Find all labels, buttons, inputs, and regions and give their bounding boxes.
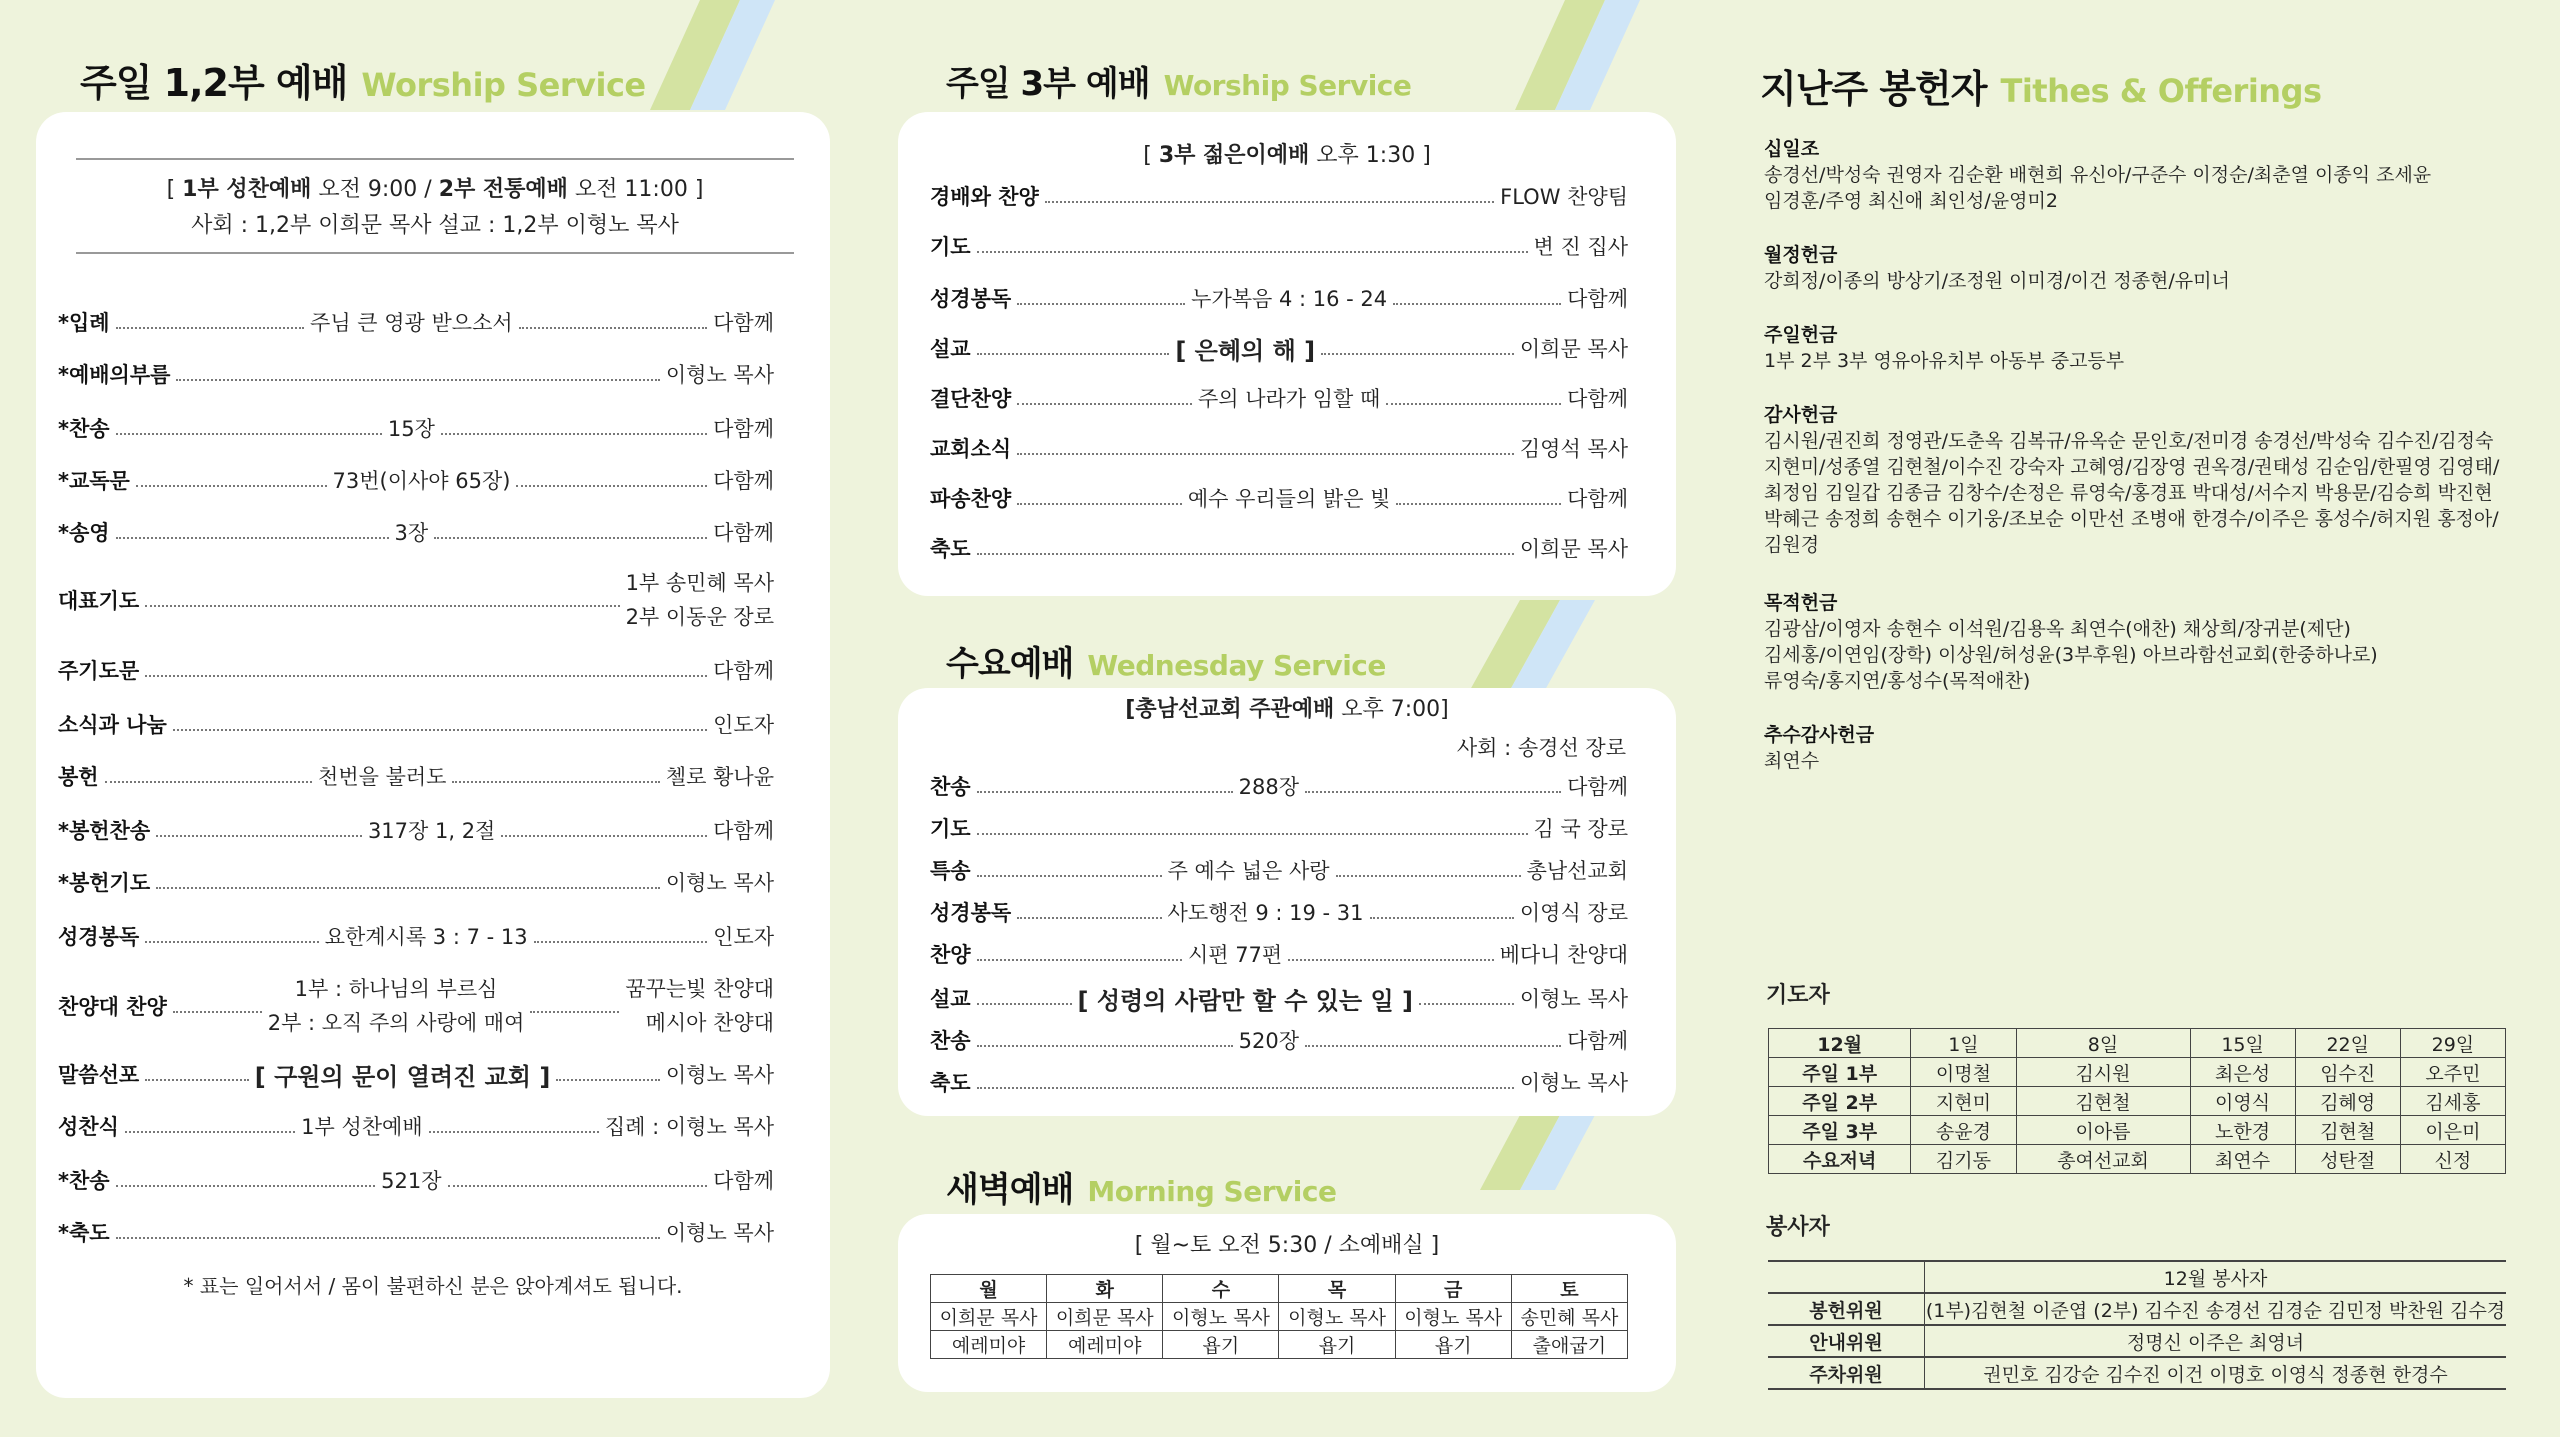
service-row: [930, 530, 1628, 566]
dot-leader: [116, 327, 304, 329]
panel3-title-ko: 수요예배: [946, 644, 1074, 684]
dot-leader: [145, 1079, 249, 1081]
prayer-name-cell: 이아름: [2016, 1116, 2190, 1145]
row-right-line: 메시아 찬양대: [645, 1011, 775, 1035]
dot-leader: [173, 729, 707, 731]
service-row: [930, 480, 1628, 516]
prayer-name-cell: 송윤경: [1911, 1116, 2016, 1145]
dot-leader: [977, 553, 1514, 555]
day-cell: 수: [1163, 1275, 1279, 1303]
service-volunteer-row: [1768, 1357, 2506, 1389]
row-middle: 누가복음 4 : 16 - 24: [1191, 287, 1388, 311]
prayer-name-cell: 노한경: [2190, 1116, 2295, 1145]
prayer-header-cell: 29일: [2400, 1029, 2505, 1058]
row-right: [625, 972, 774, 1040]
dot-leader: [530, 1011, 619, 1013]
row-right: 이형노 목사: [665, 871, 774, 895]
prayer-name-cell: 김기동: [1911, 1145, 2016, 1174]
panel3-presider: 사회 : 송경선 장로: [1456, 736, 1626, 760]
dot-leader: [441, 433, 707, 435]
prayer-table: [1768, 1028, 2506, 1174]
service-row: [930, 980, 1628, 1016]
prayer-service-cell: 수요저녁: [1769, 1145, 1911, 1174]
row-right-line: 1부 송민혜 목사: [625, 571, 774, 595]
offering-group: [1764, 590, 2524, 694]
prayer-name-cell: 임수진: [2295, 1058, 2400, 1087]
row-middle: 주의 나라가 임할 때: [1197, 387, 1381, 411]
dot-leader: [116, 1185, 376, 1187]
prayer-row: [1769, 1145, 2506, 1174]
offering-group: [1764, 322, 2524, 374]
prayer-name-cell: 신정: [2400, 1145, 2505, 1174]
row-right: 이형노 목사: [665, 1063, 775, 1087]
row-right: 다함께: [1567, 775, 1628, 799]
service-row: [58, 462, 774, 498]
offering-heading: 주일헌금: [1764, 324, 1838, 346]
prayer-name-cell: 김혜영: [2295, 1087, 2400, 1116]
preacher-cell: 송민혜 목사: [1511, 1303, 1627, 1331]
dot-leader: [429, 1131, 599, 1133]
prayer-name-cell: 김시원: [2016, 1058, 2190, 1087]
prayer-service-cell: 주일 1부: [1769, 1058, 1911, 1087]
dot-leader: [1419, 1003, 1514, 1005]
service-row: [930, 894, 1628, 930]
service-row: [58, 918, 774, 954]
preacher-cell: 이형노 목사: [1395, 1303, 1511, 1331]
panel4-header: [ 월~토 오전 5:30 / 소예배실 ]: [1134, 1233, 1440, 1258]
panel1-footnote: * 표는 일어서서 / 몸이 불편하신 분은 앉아계셔도 됩니다.: [183, 1274, 683, 1298]
service-row: [930, 178, 1628, 214]
row-label: 경배와 찬양: [930, 185, 1039, 209]
offering-group: [1764, 722, 2524, 774]
row-right: 다함께: [713, 659, 774, 683]
service-row: [58, 812, 774, 848]
offering-line: 김광삼/이영자 송현수 이석원/김용옥 최연수(애찬) 채상희/장귀분(제단): [1764, 618, 2351, 640]
row-right: 이영식 장로: [1519, 901, 1628, 925]
row-label: *봉헌기도: [58, 871, 151, 895]
offering-heading: 월정헌금: [1764, 244, 1838, 266]
prayer-header-cell: 15일: [2190, 1029, 2295, 1058]
service-row: [58, 977, 775, 1035]
row-middle: 시편 77편: [1187, 943, 1283, 967]
dot-leader: [1370, 917, 1514, 919]
row-right: 이형노 목사: [1519, 1071, 1628, 1095]
panel2-header: [ 3부 젊은이예배 오후 1:30 ]: [1143, 143, 1431, 168]
scripture-cell: 출애굽기: [1511, 1331, 1627, 1359]
prayer-name-cell: 이영식: [2190, 1087, 2295, 1116]
row-label: 기도: [930, 817, 971, 841]
offering-line: 최정임 김일갑 김종금 김창수/손정은 류영숙/홍경표 박대성/서수지 박용문/김승희 박진현: [1764, 482, 2493, 504]
row-right: 총남선교회: [1526, 859, 1629, 883]
preacher-cell: 이희문 목사: [931, 1303, 1047, 1331]
service-row: [58, 1108, 774, 1144]
service-row: [930, 936, 1628, 972]
service-row: [58, 356, 774, 392]
row-right: 베다니 찬양대: [1499, 943, 1628, 967]
offering-line: 김세홍/이연임(장학) 이상원/허성윤(3부후원) 아브라함선교회(한중하나로): [1764, 644, 2378, 666]
dot-leader: [156, 887, 660, 889]
offering-group: [1764, 242, 2524, 294]
row-label: 성경봉독: [930, 901, 1012, 925]
row-right: 다함께: [713, 819, 774, 843]
dot-leader: [534, 941, 708, 943]
row-middle: 1부 성찬예배: [301, 1115, 423, 1139]
service-row: [58, 864, 774, 900]
row-label: 축도: [930, 537, 971, 561]
row-right: 김영석 목사: [1519, 437, 1628, 461]
preacher-cell: 이희문 목사: [1047, 1303, 1163, 1331]
row-right: 이형노 목사: [665, 1221, 774, 1245]
service-row: [930, 430, 1628, 466]
row-right: 다함께: [1567, 287, 1628, 311]
row-label: *송영: [58, 521, 110, 545]
panel1-header-rule-top: [76, 158, 794, 160]
dot-leader: [977, 875, 1162, 877]
row-label: *찬송: [58, 417, 110, 441]
row-label: *축도: [58, 1221, 110, 1245]
prayer-name-cell: 최연수: [2190, 1145, 2295, 1174]
day-cell: 월: [931, 1275, 1047, 1303]
row-label: 성찬식: [58, 1115, 119, 1139]
dot-leader: [1321, 353, 1514, 355]
prayer-row: [1769, 1087, 2506, 1116]
scripture-cell: 예레미야: [931, 1331, 1047, 1359]
service-row: [58, 1214, 774, 1250]
row-middle: 주님 큰 영광 받으소서: [310, 311, 513, 335]
service-row: [930, 852, 1628, 888]
offering-heading: 십일조: [1764, 138, 1820, 160]
panel4-title-en: Morning Service: [1087, 1175, 1337, 1208]
dot-leader: [145, 941, 319, 943]
row-right-line: 꿈꾸는빛 찬양대: [625, 977, 775, 1001]
row-middle: 천번을 불러도: [318, 765, 447, 789]
row-label: 축도: [930, 1071, 971, 1095]
prayer-service-cell: 주일 3부: [1769, 1116, 1911, 1145]
dot-leader: [1017, 403, 1192, 405]
dot-leader: [136, 485, 327, 487]
row-label: 파송찬양: [930, 487, 1012, 511]
row-middle: 3장: [394, 521, 429, 545]
preacher-cell: 이형노 목사: [1163, 1303, 1279, 1331]
dot-leader: [1305, 791, 1561, 793]
row-right: 다함께: [1567, 487, 1628, 511]
panel3-header: [총남선교회 주관예배 오후 7:00]: [1125, 697, 1449, 722]
panel1-header-line1: [ 1부 성찬예배 오전 9:00 / 2부 전통예배 오전 11:00 ]: [166, 177, 704, 202]
offering-group: [1764, 402, 2524, 558]
row-label: *입례: [58, 311, 110, 335]
dot-leader: [519, 327, 707, 329]
dot-leader: [977, 353, 1170, 355]
row-right: 다함께: [713, 521, 775, 545]
service-row: [58, 1056, 774, 1092]
scripture-cell: 욥기: [1395, 1331, 1511, 1359]
day-cell: 목: [1279, 1275, 1395, 1303]
dot-leader: [434, 537, 707, 539]
service-row: [58, 758, 774, 794]
panel2-title: [946, 56, 1411, 105]
row-middle: 주 예수 넓은 사랑: [1167, 859, 1330, 883]
row-right: 집례 : 이형노 목사: [604, 1115, 774, 1139]
offering-group: [1764, 136, 2524, 214]
volunteer-role: 안내위원: [1768, 1325, 1925, 1357]
dot-leader: [116, 537, 389, 539]
volunteer-role: 주차위원: [1768, 1357, 1925, 1389]
row-middle: 520장: [1238, 1029, 1300, 1053]
dot-leader: [145, 675, 707, 677]
row-right: 김 국 장로: [1533, 817, 1628, 841]
service-header: 12월 봉사자: [1925, 1261, 2507, 1293]
dot-leader: [1017, 503, 1182, 505]
dot-leader: [1305, 1045, 1561, 1047]
panel1-header-line2: 사회 : 1,2부 이희문 목사 설교 : 1,2부 이형노 목사: [191, 213, 679, 238]
prayer-row: [1769, 1058, 2506, 1087]
row-label: *찬송: [58, 1169, 110, 1193]
offering-line: 임경훈/주영 최신애 최인성/윤영미2: [1764, 190, 2058, 212]
service-title: 봉사자: [1766, 1215, 1830, 1240]
service-row: [930, 768, 1628, 804]
dot-leader: [105, 781, 312, 783]
row-middle: [268, 972, 525, 1040]
service-row: [58, 1162, 774, 1198]
row-right: 다함께: [1567, 387, 1628, 411]
dot-leader: [501, 835, 707, 837]
prayer-service-cell: 주일 2부: [1769, 1087, 1911, 1116]
row-right: 인도자: [713, 925, 775, 949]
dot-leader: [977, 1003, 1072, 1005]
row-middle: 예수 우리들의 밝은 빛: [1187, 487, 1391, 511]
row-middle: 521장: [381, 1169, 442, 1193]
prayer-name-cell: 최은성: [2190, 1058, 2295, 1087]
prayer-name-cell: 총여선교회: [2016, 1145, 2190, 1174]
service-row: [58, 410, 774, 446]
prayer-header-cell: 12월: [1769, 1029, 1911, 1058]
row-label: 기도: [930, 235, 971, 259]
row-label: 찬양: [930, 943, 971, 967]
prayer-title: 기도자: [1766, 983, 1830, 1008]
row-label: 성경봉독: [58, 925, 140, 949]
row-middle: 288장: [1238, 775, 1300, 799]
row-middle: [ 구원의 문이 열려진 교회 ]: [254, 1062, 551, 1091]
offering-line: 1부 2부 3부 영유아유치부 아동부 중고등부: [1764, 350, 2125, 372]
row-label: *봉헌찬송: [58, 819, 151, 843]
panel3-title: [946, 636, 1386, 685]
dot-leader: [156, 835, 362, 837]
row-right: 이희문 목사: [1519, 537, 1628, 561]
row-middle: 사도행전 9 : 19 - 31: [1167, 901, 1364, 925]
row-right: 다함께: [713, 417, 774, 441]
offering-line: 최연수: [1764, 750, 1820, 772]
dot-leader: [977, 1087, 1514, 1089]
panel3-title-en: Wednesday Service: [1087, 649, 1386, 682]
prayer-name-cell: 김현철: [2016, 1087, 2190, 1116]
preacher-cell: 이형노 목사: [1279, 1303, 1395, 1331]
dot-leader: [977, 1045, 1233, 1047]
row-label: 결단찬양: [930, 387, 1012, 411]
panel1-title-en: Worship Service: [361, 66, 646, 104]
dot-leader: [556, 1079, 660, 1081]
dot-leader: [1017, 303, 1185, 305]
offering-line: 김시원/권진희 정영관/도춘옥 김복규/유옥순 문인호/전미경 송경선/박성숙 김수진/김정숙: [1764, 430, 2494, 452]
offering-line: 김원경: [1764, 534, 1820, 556]
service-volunteer-row: [1768, 1293, 2506, 1325]
row-middle: 73번(이사야 65장): [332, 469, 511, 493]
row-right: 다함께: [713, 469, 775, 493]
row-middle-line: 1부 : 하나님의 부르심: [294, 977, 498, 1001]
panel1-title: [80, 52, 646, 107]
panel4-title-ko: 새벽예배: [946, 1170, 1074, 1210]
dot-leader: [516, 485, 707, 487]
dot-leader: [1017, 917, 1161, 919]
prayer-header-cell: 22일: [2295, 1029, 2400, 1058]
dot-leader: [176, 379, 659, 381]
day-cell: 화: [1047, 1275, 1163, 1303]
row-middle: [ 성령의 사람만 할 수 있는 일 ]: [1077, 986, 1413, 1015]
row-right: [626, 566, 774, 634]
row-label: 대표기도: [58, 589, 140, 613]
row-label: 찬송: [930, 1029, 971, 1053]
row-label: 설교: [930, 337, 971, 361]
panel1-header-rule-bottom: [76, 252, 794, 254]
dot-leader: [977, 833, 1528, 835]
prayer-name-cell: 이명철: [1911, 1058, 2016, 1087]
prayer-name-cell: 김세홍: [2400, 1087, 2505, 1116]
dot-leader: [1396, 503, 1561, 505]
dot-leader: [448, 1185, 708, 1187]
row-right: 변 진 집사: [1533, 235, 1628, 259]
scripture-cell: 욥기: [1279, 1331, 1395, 1359]
panel5-title-en: Tithes & Offerings: [2000, 72, 2322, 110]
service-volunteer-row: [1768, 1325, 2506, 1357]
prayer-name-cell: 김현철: [2295, 1116, 2400, 1145]
service-header-blank: [1768, 1261, 1925, 1293]
service-row: [930, 228, 1628, 264]
row-right: 이형노 목사: [665, 363, 774, 387]
row-label: 찬송: [930, 775, 971, 799]
dot-leader: [173, 1011, 262, 1013]
row-right: 첼로 황나윤: [665, 765, 774, 789]
row-label: 소식과 나눔: [58, 713, 167, 737]
service-row: [930, 280, 1628, 316]
prayer-name-cell: 지현미: [1911, 1087, 2016, 1116]
panel5-title: [1760, 58, 2322, 113]
offering-heading: 감사헌금: [1764, 404, 1838, 426]
row-label: 교회소식: [930, 437, 1012, 461]
day-cell: 금: [1395, 1275, 1511, 1303]
prayer-header-cell: 8일: [2016, 1029, 2190, 1058]
prayer-name-cell: 성탄절: [2295, 1145, 2400, 1174]
service-row: [930, 330, 1628, 366]
scripture-cell: 욥기: [1163, 1331, 1279, 1359]
service-row: [58, 571, 774, 629]
row-right: FLOW 찬양팀: [1500, 185, 1628, 209]
panel2-title-ko: 주일 3부 예배: [946, 64, 1150, 104]
volunteer-names: 권민호 김강순 김수진 이건 이명호 이영식 정종현 한경수: [1925, 1357, 2507, 1389]
dot-leader: [125, 1131, 295, 1133]
row-right: 다함께: [713, 1169, 775, 1193]
volunteer-names: 정명신 이주은 최영녀: [1925, 1325, 2507, 1357]
prayer-row: [1769, 1116, 2506, 1145]
service-row: [930, 380, 1628, 416]
day-cell: 토: [1511, 1275, 1627, 1303]
service-row: [930, 810, 1628, 846]
row-label: 찬양대 찬양: [58, 995, 167, 1019]
dot-leader: [1045, 201, 1494, 203]
offering-line: 송경선/박성숙 권영자 김순환 배현희 유신아/구준수 이정순/최춘열 이종익 조세윤: [1764, 164, 2432, 186]
dot-leader: [977, 791, 1233, 793]
dot-leader: [452, 781, 659, 783]
row-label: 특송: [930, 859, 971, 883]
panel1-title-ko: 주일 1,2부 예배: [80, 61, 348, 105]
dot-leader: [977, 959, 1182, 961]
row-right: 다함께: [713, 311, 774, 335]
row-label: 주기도문: [58, 659, 140, 683]
dot-leader: [1017, 453, 1514, 455]
offering-line: 강희정/이종의 방상기/조정원 이미경/이건 정종현/유미너: [1764, 270, 2230, 292]
dot-leader: [977, 251, 1528, 253]
dot-leader: [116, 433, 382, 435]
row-label: 설교: [930, 987, 971, 1011]
row-middle: 요한계시록 3 : 7 - 13: [324, 925, 528, 949]
dot-leader: [1386, 403, 1561, 405]
row-right: 인도자: [713, 713, 774, 737]
offering-line: 지현미/성종열 김현철/이수진 강숙자 고혜영/김장영 권옥경/권태성 김순임/한필영 김영태/: [1764, 456, 2500, 478]
service-row: [58, 706, 774, 742]
panel5-title-ko: 지난주 봉헌자: [1760, 67, 1987, 111]
dot-leader: [145, 605, 619, 607]
offering-line: 류영숙/홍지연/홍성수(목적애찬): [1764, 670, 2031, 692]
row-label: 성경봉독: [930, 287, 1012, 311]
service-row: [58, 514, 774, 550]
dot-leader: [1393, 303, 1561, 305]
prayer-header-cell: 1일: [1911, 1029, 2016, 1058]
row-right: 다함께: [1567, 1029, 1628, 1053]
service-row: [930, 1022, 1628, 1058]
row-middle: 317장 1, 2절: [367, 819, 496, 843]
service-row: [930, 1064, 1628, 1100]
row-label: *교독문: [58, 469, 130, 493]
morning-schedule-table: [930, 1274, 1628, 1359]
dot-leader: [116, 1237, 660, 1239]
dot-leader: [1288, 959, 1493, 961]
scripture-cell: 예레미야: [1047, 1331, 1163, 1359]
row-label: 봉헌: [58, 765, 99, 789]
offering-line: 박혜근 송정희 송현수 이기웅/조보순 이만선 조병애 한경수/이주은 홍성수/허지원 홍정아/: [1764, 508, 2499, 530]
row-middle: 15장: [387, 417, 435, 441]
row-right-line: 2부 이동운 장로: [625, 605, 774, 629]
prayer-name-cell: 이은미: [2400, 1116, 2505, 1145]
row-label: 말씀선포: [58, 1063, 140, 1087]
offering-heading: 목적헌금: [1764, 592, 1838, 614]
service-volunteers-table: [1768, 1260, 2506, 1390]
row-label: *예배의부름: [58, 363, 171, 387]
prayer-name-cell: 오주민: [2400, 1058, 2505, 1087]
panel4-title: [946, 1162, 1336, 1211]
service-row: [58, 652, 774, 688]
volunteer-role: 봉헌위원: [1768, 1293, 1925, 1325]
row-middle: [ 은혜의 해 ]: [1175, 336, 1316, 365]
row-right: 이형노 목사: [1519, 987, 1629, 1011]
offering-heading: 추수감사헌금: [1764, 724, 1875, 746]
row-right: 이희문 목사: [1519, 337, 1628, 361]
service-row: [58, 304, 774, 340]
volunteer-names: (1부)김현철 이준엽 (2부) 김수진 송경선 김경순 김민정 박찬원 김수경: [1925, 1293, 2507, 1325]
dot-leader: [1336, 875, 1521, 877]
row-middle-line: 2부 : 오직 주의 사랑에 매여: [267, 1011, 525, 1035]
panel2-title-en: Worship Service: [1163, 69, 1412, 102]
